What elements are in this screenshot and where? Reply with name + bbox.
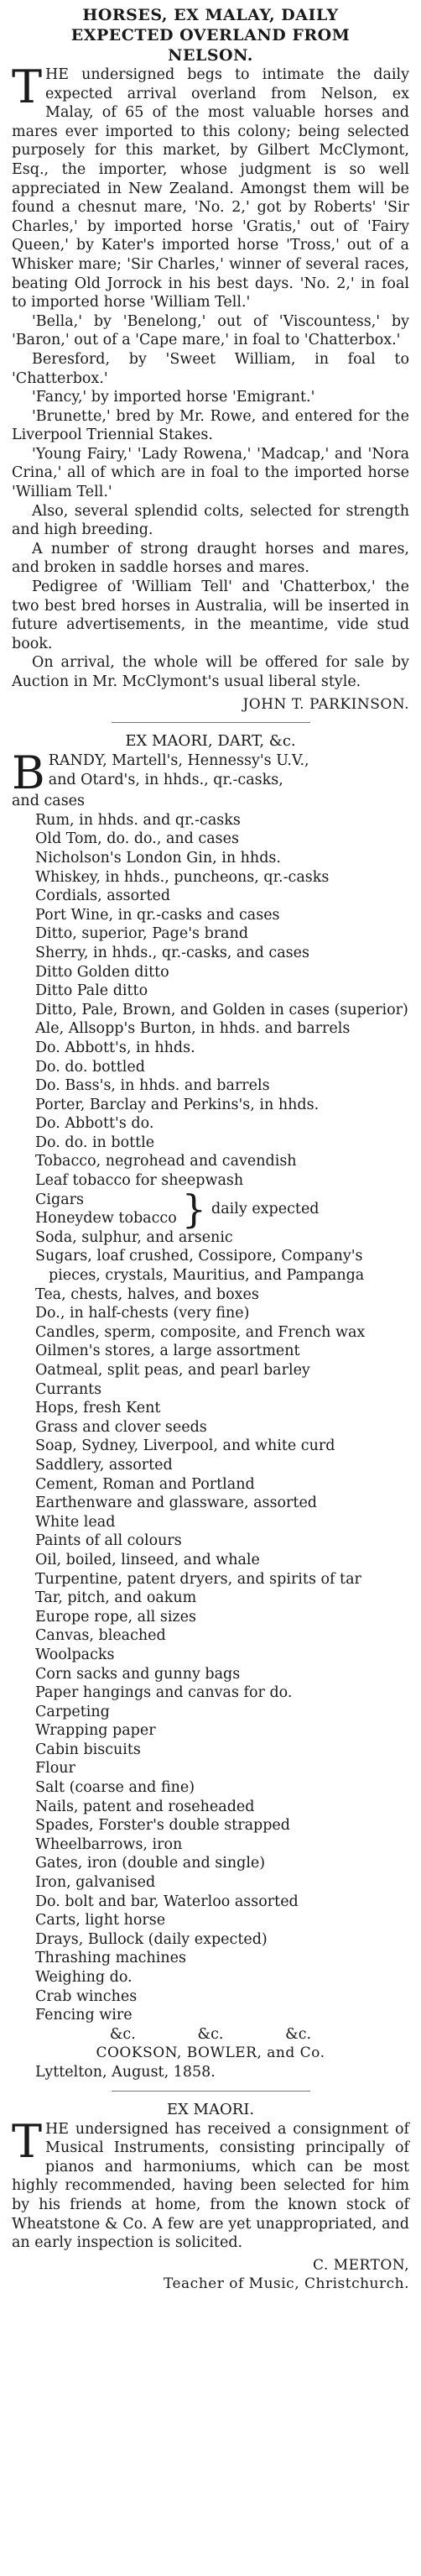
list-item: Woolpacks <box>35 1646 115 1663</box>
maori-intro-line2: and Otard's, in hhds., qr.-casks, <box>48 771 283 788</box>
horses-paragraph-bella: 'Bella,' by 'Benelong,' out of 'Viscountess,' by 'Baron,' out of a 'Cape mare,' in foal to 'Chatterbox.' <box>12 312 409 349</box>
list-item: Sherry, in hhds., qr.-casks, and cases <box>35 944 309 961</box>
horses-advertisement <box>12 5 409 714</box>
list-item: Do. do. in bottle <box>35 1134 155 1151</box>
horses-paragraph-young-fairy: 'Young Fairy,' 'Lady Rowena,' 'Madcap,' and 'Nora Crina,' all of which are in foal to the imported horse 'William Tell.' <box>12 445 409 501</box>
maori-goods-advertisement <box>12 731 409 2081</box>
etcetera: &c. <box>197 2025 224 2043</box>
list-item: Do. Abbott's do. <box>35 1115 154 1133</box>
list-item: Europe rope, all sizes <box>35 1608 196 1626</box>
list-item: Carts, light horse <box>35 1912 166 1929</box>
list-item: Crab winches <box>35 1987 138 2005</box>
list-item: Old Tom, do. do., and cases <box>35 830 239 848</box>
music-signature-title: Teacher of Music, Christchurch. <box>163 2275 409 2293</box>
list-item: Corn sacks and gunny bags <box>35 1665 241 1683</box>
maori-intro-line1: RANDY, Martell's, Hennessy's U.V., <box>48 752 309 770</box>
list-item: Gates, iron (double and single) <box>35 1855 266 1872</box>
list-item: Weighing do. <box>35 1969 133 1986</box>
horses-title-line1: HORSES, EX MALAY, DAILY <box>82 6 339 24</box>
list-item: Carpeting <box>35 1703 110 1720</box>
list-item: Paints of all colours <box>35 1532 182 1550</box>
music-paragraph <box>12 2114 409 2253</box>
list-item: Sugars, loaf crushed, Cossipore, Company's pieces, crystals, Mauritius, and Pampanga <box>35 1248 365 1285</box>
list-item: Ditto Golden ditto <box>35 963 169 981</box>
list-item: Canvas, bleached <box>35 1627 166 1645</box>
maori-intro <box>12 746 409 811</box>
list-item: Cabin biscuits <box>35 1741 141 1758</box>
brace-lines <box>35 1191 177 1228</box>
list-item: Oatmeal, split peas, and pearl barley <box>35 1362 310 1379</box>
list-item: Iron, galvanised <box>35 1874 156 1892</box>
list-item: Do., in half-chests (very fine) <box>35 1305 250 1322</box>
horses-paragraph-brunette: 'Brunette,' bred by Mr. Rowe, and entered for the Liverpool Triennial Stakes. <box>12 407 409 444</box>
daily-expected-group <box>12 1186 409 1233</box>
list-item: Saddlery, assorted <box>35 1456 173 1474</box>
list-item: Nicholson's London Gin, in hhds. <box>35 849 281 867</box>
list-item: Grass and clover seeds <box>35 1418 207 1436</box>
music-advertisement <box>12 2100 409 2294</box>
brace-line-honeydew: Honeydew tobacco <box>35 1210 177 1228</box>
maori-dropcap: B <box>12 746 45 800</box>
brace-note: daily expected <box>211 1200 320 1217</box>
list-item: Porter, Barclay and Perkins's, in hhds. <box>35 1096 320 1113</box>
music-signature: C. MERTON, <box>313 2256 409 2274</box>
list-item: Thrashing machines <box>35 1950 186 1967</box>
list-item: Leaf tobacco for sheepwash <box>35 1172 244 1190</box>
list-item: Do. Abbott's, in hhds. <box>35 1039 195 1056</box>
list-item: Wrapping paper <box>35 1722 156 1740</box>
list-item: Ditto, superior, Page's brand <box>35 925 249 943</box>
horses-title-line2: EXPECTED OVERLAND FROM <box>70 26 351 45</box>
list-item: Salt (coarse and fine) <box>35 1779 195 1797</box>
list-item: Fencing wire <box>35 2007 133 2024</box>
etcetera: &c. <box>285 2025 312 2043</box>
list-item: Currants <box>35 1380 102 1398</box>
list-item: Hops, fresh Kent <box>35 1400 161 1417</box>
maori-intro-line3: and cases <box>12 793 86 810</box>
horses-intro-paragraph <box>12 60 409 312</box>
list-item: Oilmen's stores, a large assortment <box>35 1343 300 1360</box>
maori-signature: COOKSON, BOWLER, and Co. <box>96 2045 325 2062</box>
horses-paragraph-auction: On arrival, the whole will be offered for sale by Auction in Mr. McClymont's usual liberal style. <box>12 654 409 690</box>
horses-intro-text: HE undersigned begs to intimate the daily expected arrival overland from Nelson, ex Malay, of 65 of the most valuable horses and mares ever imported to this colony; being selected purposely for this market, by Gilbert McClymont, Esq., the importer, whose judgment is so well appreciated in New Zealand. Amongst them will be found a chesnut mare, 'No. 2,' got by Roberts' 'Sir Charles,' by imported horse 'Gratis,' out of 'Fairy Queen,' by Kater's imported horse 'Tross,' out of a Whisker mare; 'Sir Charles,' winner of several races, beating Old Jorrock in his best days. 'No. 2,' in foal to imported horse 'William Tell.' <box>12 66 409 312</box>
horses-paragraph-pedigree: Pedigree of 'William Tell' and 'Chatterbox,' the two best bred horses in Australia, will be inserted in future advertisements, in the meantime, vide stud book. <box>12 579 409 652</box>
list-item: Whiskey, in hhds., puncheons, qr.-casks <box>35 868 330 886</box>
list-item: Tobacco, negrohead and cavendish <box>35 1153 297 1170</box>
horses-paragraph-colts: Also, several splendid colts, selected for strength and high breeding. <box>12 502 409 539</box>
etcetera-row <box>12 2025 409 2045</box>
list-item: White lead <box>35 1513 116 1531</box>
maori-date: Lyttelton, August, 1858. <box>35 2063 216 2081</box>
list-item: Do. bolt and bar, Waterloo assorted <box>35 1893 299 1910</box>
brace-line-cigars: Cigars <box>35 1191 84 1208</box>
horses-title-line3: NELSON. <box>168 46 253 65</box>
list-item: Candles, sperm, composite, and French wax <box>35 1323 366 1341</box>
list-item: Ale, Allsopp's Burton, in hhds. and barrels <box>35 1020 351 1038</box>
list-item: Drays, Bullock (daily expected) <box>35 1930 268 1948</box>
list-item: Tea, chests, halves, and boxes <box>35 1285 259 1303</box>
list-item: Spades, Forster's double strapped <box>35 1817 290 1835</box>
etcetera: &c. <box>109 2025 136 2043</box>
list-item: Soda, sulphur, and arsenic <box>35 1228 233 1246</box>
list-item: Do. do. bottled <box>35 1058 145 1076</box>
horses-paragraph-draught: A number of strong draught horses and mares, and broken in saddle horses and mares. <box>12 540 409 577</box>
curly-brace-icon: } <box>181 1186 207 1233</box>
music-dropcap: T <box>12 2114 43 2168</box>
list-item: Do. Bass's, in hhds. and barrels <box>35 1077 270 1095</box>
list-item: Ditto Pale ditto <box>35 982 148 1000</box>
list-item: Cement, Roman and Portland <box>35 1475 255 1493</box>
list-item: Cordials, assorted <box>35 887 171 905</box>
horses-dropcap: T <box>12 60 43 113</box>
divider <box>112 2091 310 2092</box>
list-item: Flour <box>35 1760 75 1778</box>
maori-items-list <box>12 811 409 1191</box>
horses-signature: JOHN T. PARKINSON. <box>242 695 409 713</box>
list-item: Oil, boiled, linseed, and whale <box>35 1551 260 1568</box>
list-item: Turpentine, patent dryers, and spirits of tar <box>35 1570 361 1588</box>
list-item: Tar, pitch, and oakum <box>35 1589 197 1607</box>
music-text: HE undersigned has received a consignment of Musical Instruments, consisting principally of pianos and harmoniums, which can be most highly recommended, having been selected for him by his friends at home, from the known stock of Wheatstone & Co. A few are yet unappropriated, and an early inspection is solicited. <box>12 2120 409 2252</box>
list-item: Wheelbarrows, iron <box>35 1835 183 1853</box>
maori-items-list-2 <box>12 1228 409 2025</box>
list-item: Paper hangings and canvas for do. <box>35 1684 293 1702</box>
list-item: Rum, in hhds. and qr.-casks <box>35 811 241 829</box>
list-item: Soap, Sydney, Liverpool, and white curd <box>35 1437 335 1455</box>
music-title: EX MAORI. <box>166 2100 255 2118</box>
list-item: Nails, patent and roseheaded <box>35 1798 255 1815</box>
divider <box>112 722 310 723</box>
list-item: Port Wine, in qr.-casks and cases <box>35 906 280 924</box>
horses-paragraph-fancy: 'Fancy,' by imported horse 'Emigrant.' <box>32 389 315 406</box>
horses-paragraph-beresford: Beresford, by 'Sweet William, in foal to 'Chatterbox.' <box>12 350 409 387</box>
list-item: Earthenware and glassware, assorted <box>35 1495 318 1512</box>
list-item: Ditto, Pale, Brown, and Golden in cases (superior) <box>35 1001 408 1018</box>
maori-title: EX MAORI, DART, &c. <box>125 732 296 751</box>
